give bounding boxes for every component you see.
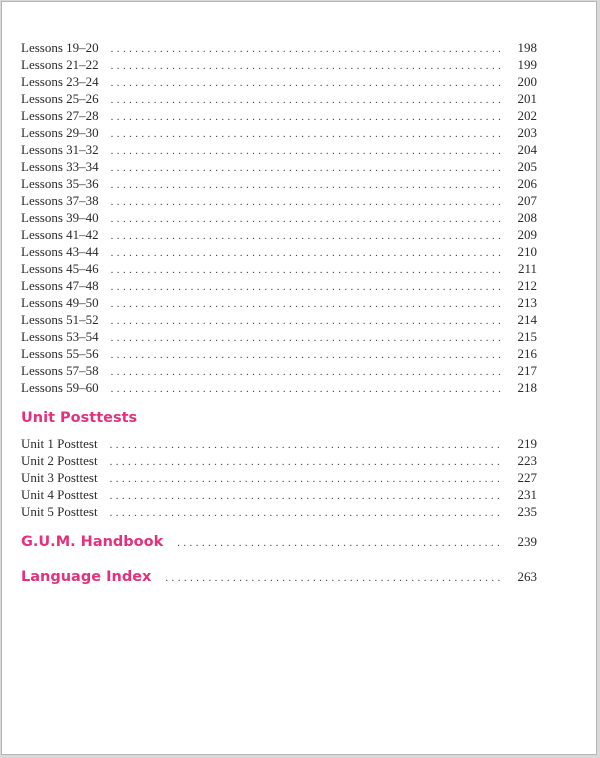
entry-label: Lessons 37–38 xyxy=(21,193,99,208)
toc-row-lessons-33-34[interactable] xyxy=(21,158,537,175)
toc-row-unit-3-posttest[interactable] xyxy=(21,469,537,486)
toc-row-lessons-51-52[interactable] xyxy=(21,311,537,328)
entry-label: Lessons 51–52 xyxy=(21,312,99,327)
entry-page: 235 xyxy=(517,504,537,519)
dot-leader xyxy=(110,505,503,522)
entry-page: 208 xyxy=(517,210,537,225)
dot-leader xyxy=(165,570,503,587)
toc-page xyxy=(1,1,597,755)
toc-row-lessons-23-24[interactable] xyxy=(21,73,537,90)
toc-row-lessons-39-40[interactable] xyxy=(21,209,537,226)
entry-page: 223 xyxy=(517,453,537,468)
entry-page: 216 xyxy=(517,346,537,361)
entry-label: Language Index xyxy=(21,569,152,585)
entry-page: 214 xyxy=(517,312,537,327)
entry-label: Lessons 33–34 xyxy=(21,159,99,174)
entry-label: Lessons 23–24 xyxy=(21,74,99,89)
entry-label: Unit 1 Posttest xyxy=(21,436,98,451)
entry-page: 213 xyxy=(517,295,537,310)
toc-row-unit-5-posttest[interactable] xyxy=(21,503,537,520)
entry-label: Lessons 57–58 xyxy=(21,363,99,378)
entry-label: Unit 5 Posttest xyxy=(21,504,98,519)
dot-leader xyxy=(177,535,503,552)
entry-page: 209 xyxy=(517,227,537,242)
toc-row-language-index[interactable] xyxy=(21,567,537,587)
entry-label: Unit 4 Posttest xyxy=(21,487,98,502)
entry-page: 210 xyxy=(517,244,537,259)
toc-row-lessons-45-46[interactable] xyxy=(21,260,537,277)
entry-label: Lessons 53–54 xyxy=(21,329,99,344)
toc-row-lessons-55-56[interactable] xyxy=(21,345,537,362)
toc-row-lessons-37-38[interactable] xyxy=(21,192,537,209)
entry-page: 215 xyxy=(517,329,537,344)
toc-row-unit-4-posttest[interactable] xyxy=(21,486,537,503)
entry-page: 204 xyxy=(517,142,537,157)
entry-label: Lessons 59–60 xyxy=(21,380,99,395)
toc-row-lessons-59-60[interactable] xyxy=(21,379,537,396)
entry-page: 206 xyxy=(517,176,537,191)
toc-row-lessons-25-26[interactable] xyxy=(21,90,537,107)
entry-page: 207 xyxy=(517,193,537,208)
toc-row-lessons-31-32[interactable] xyxy=(21,141,537,158)
entry-page: 211 xyxy=(517,261,537,276)
toc-row-lessons-35-36[interactable] xyxy=(21,175,537,192)
toc-row-lessons-49-50[interactable] xyxy=(21,294,537,311)
toc-row-lessons-41-42[interactable] xyxy=(21,226,537,243)
entry-label: Unit 3 Posttest xyxy=(21,470,98,485)
entry-page: 205 xyxy=(517,159,537,174)
toc-row-unit-2-posttest[interactable] xyxy=(21,452,537,469)
entry-page: 199 xyxy=(517,57,537,72)
entry-page: 212 xyxy=(517,278,537,293)
toc-row-lessons-47-48[interactable] xyxy=(21,277,537,294)
entry-label: Lessons 29–30 xyxy=(21,125,99,140)
dot-leader xyxy=(111,381,503,398)
entry-label: Lessons 41–42 xyxy=(21,227,99,242)
entry-label: Lessons 45–46 xyxy=(21,261,99,276)
toc-row-lessons-53-54[interactable] xyxy=(21,328,537,345)
entry-page: 198 xyxy=(517,40,537,55)
entry-label: Lessons 43–44 xyxy=(21,244,99,259)
entry-label: G.U.M. Handbook xyxy=(21,534,164,550)
toc-row-lessons-29-30[interactable] xyxy=(21,124,537,141)
entry-label: Lessons 35–36 xyxy=(21,176,99,191)
entry-page: 203 xyxy=(517,125,537,140)
entry-page: 201 xyxy=(517,91,537,106)
entry-label: Lessons 25–26 xyxy=(21,91,99,106)
entry-page: 200 xyxy=(517,74,537,89)
entry-label: Lessons 31–32 xyxy=(21,142,99,157)
entry-label: Lessons 21–22 xyxy=(21,57,99,72)
toc-row-lessons-57-58[interactable] xyxy=(21,362,537,379)
entry-page: 218 xyxy=(517,380,537,395)
entry-label: Lessons 47–48 xyxy=(21,278,99,293)
toc-row-unit-1-posttest[interactable] xyxy=(21,435,537,452)
entry-label: Lessons 39–40 xyxy=(21,210,99,225)
toc-row-lessons-21-22[interactable] xyxy=(21,56,537,73)
entry-page: 219 xyxy=(517,436,537,451)
entry-page: 227 xyxy=(517,470,537,485)
entry-label: Unit 2 Posttest xyxy=(21,453,98,468)
entry-label: Lessons 49–50 xyxy=(21,295,99,310)
entry-page: 239 xyxy=(517,534,537,549)
entry-label: Lessons 27–28 xyxy=(21,108,99,123)
toc-row-lessons-43-44[interactable] xyxy=(21,243,537,260)
toc-row-lessons-27-28[interactable] xyxy=(21,107,537,124)
entry-label: Lessons 55–56 xyxy=(21,346,99,361)
section-heading-unit-posttests: Unit Posttests xyxy=(21,410,138,426)
toc-row-gum-handbook[interactable] xyxy=(21,532,537,552)
entry-page: 231 xyxy=(517,487,537,502)
entry-page: 217 xyxy=(517,363,537,378)
entry-label: Lessons 19–20 xyxy=(21,40,99,55)
toc-row-lessons-19-20[interactable] xyxy=(21,39,537,56)
entry-page: 263 xyxy=(517,569,537,584)
entry-page: 202 xyxy=(517,108,537,123)
